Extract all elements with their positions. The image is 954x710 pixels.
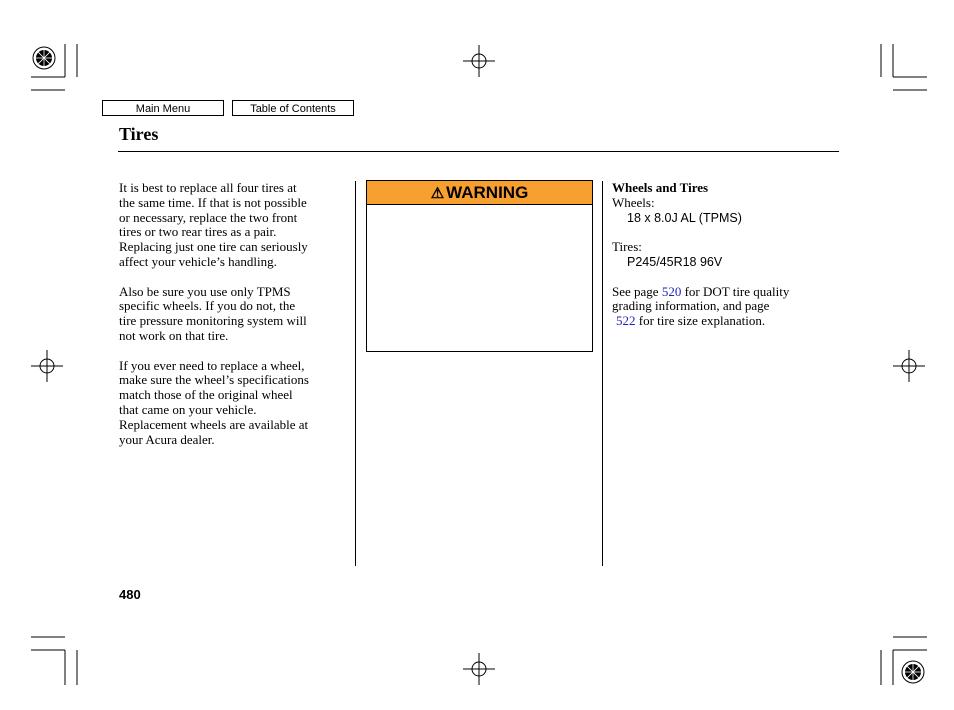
text-line: your Acura dealer. bbox=[119, 431, 215, 447]
text-line: Replacement wheels are available at bbox=[119, 416, 309, 432]
page-title: Tires bbox=[119, 124, 159, 144]
main-menu-button[interactable]: Main Menu bbox=[102, 100, 224, 116]
text-line: not work on that tire. bbox=[119, 327, 229, 343]
registration-crosshair-bottom bbox=[463, 653, 495, 685]
text-line: the same time. If that is not possible bbox=[119, 194, 307, 210]
text-line: It is best to replace all four tires at bbox=[119, 180, 297, 195]
dot-text: for DOT tire quality bbox=[684, 283, 790, 299]
text-line: tire pressure monitoring system will bbox=[119, 313, 307, 329]
text-line: tires or two rear tires as a pair. bbox=[119, 224, 277, 240]
text-line: make sure the wheel’s specifications bbox=[119, 372, 309, 388]
tires-value: P245/45R18 96V bbox=[627, 254, 723, 269]
page-522-link[interactable]: 522 bbox=[616, 313, 636, 329]
text-line: If you ever need to replace a wheel, bbox=[119, 357, 305, 373]
grading-line: grading information, and page bbox=[612, 298, 770, 314]
wheels-value: 18 x 8.0J AL (TPMS) bbox=[627, 210, 742, 225]
text-line: or necessary, replace the two front bbox=[119, 209, 298, 225]
registration-crosshair-right bbox=[893, 350, 925, 382]
registration-crosshair-top bbox=[463, 45, 495, 77]
see-page-text: See page bbox=[612, 283, 659, 299]
text-line: specific wheels. If you do not, the bbox=[119, 298, 296, 314]
wheels-tires-heading: Wheels and Tires bbox=[612, 180, 709, 195]
text-line: Also be sure you use only TPMS bbox=[119, 283, 291, 299]
text-line: Replacing just one tire can seriously bbox=[119, 239, 308, 255]
registration-starburst-top-left bbox=[33, 47, 55, 69]
registration-crosshair-left bbox=[31, 350, 63, 382]
text-line: match those of the original wheel bbox=[119, 387, 293, 403]
warning-label: WARNING bbox=[446, 182, 529, 202]
registration-starburst-bottom-right bbox=[902, 661, 924, 683]
wheels-label: Wheels: bbox=[612, 194, 655, 210]
page-number: 480 bbox=[119, 587, 141, 602]
table-of-contents-button[interactable]: Table of Contents bbox=[232, 100, 354, 116]
text-line: affect your vehicle’s handling. bbox=[119, 253, 277, 269]
warning-triangle-icon: ⚠ bbox=[430, 184, 445, 202]
size-text: for tire size explanation. bbox=[638, 313, 766, 329]
page-520-link[interactable]: 520 bbox=[661, 283, 682, 299]
tires-label: Tires: bbox=[612, 239, 642, 255]
text-line: that came on your vehicle. bbox=[119, 401, 257, 417]
